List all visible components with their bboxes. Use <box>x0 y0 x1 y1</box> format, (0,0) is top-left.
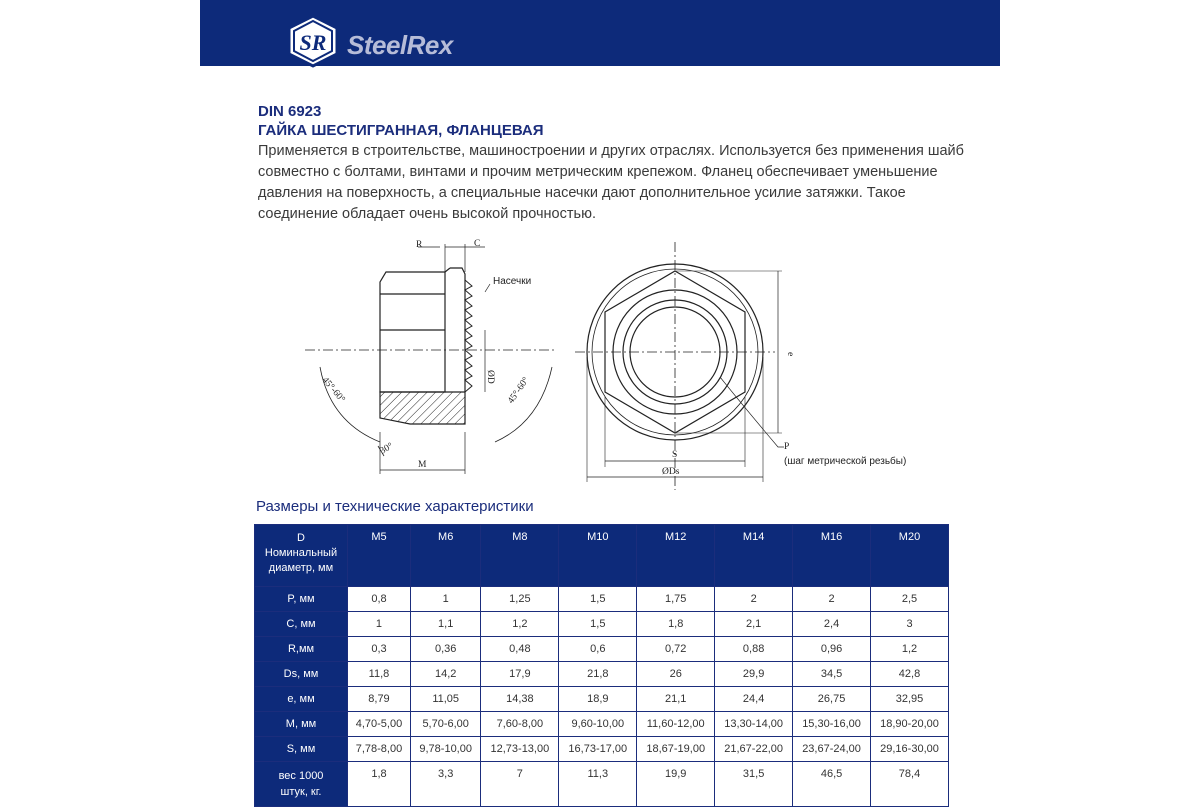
table-cell: 21,67-22,00 <box>715 737 793 762</box>
logo-emblem-text: SR <box>299 30 327 55</box>
label-s: S <box>672 450 678 460</box>
row-label: R,мм <box>255 637 348 662</box>
specs-table <box>254 524 949 807</box>
table-cell: 21,1 <box>637 687 715 712</box>
table-cell: 0,48 <box>481 637 559 662</box>
table-cell: 46,5 <box>793 762 871 807</box>
table-cell: 0,6 <box>559 637 637 662</box>
table-cell: 7 <box>481 762 559 807</box>
table-cell: 18,90-20,00 <box>871 712 949 737</box>
table-cell: 14,2 <box>410 662 480 687</box>
table-cell: 1,1 <box>410 612 480 637</box>
table-row <box>255 737 949 762</box>
header-size: M16 <box>793 525 871 587</box>
table-cell: 3,3 <box>410 762 480 807</box>
table-cell: 9,78-10,00 <box>410 737 480 762</box>
table-row <box>255 712 949 737</box>
table-cell: 0,96 <box>793 637 871 662</box>
table-cell: 13,30-14,00 <box>715 712 793 737</box>
table-body <box>255 587 949 807</box>
table-cell: 26 <box>637 662 715 687</box>
table-cell: 1,5 <box>559 587 637 612</box>
row-label: P, мм <box>255 587 348 612</box>
header-size: M20 <box>871 525 949 587</box>
table-cell: 1,25 <box>481 587 559 612</box>
front-view <box>575 242 784 490</box>
table-cell: 2,5 <box>871 587 949 612</box>
label-angle-left: 45°-60° <box>319 375 347 405</box>
header-size: M14 <box>715 525 793 587</box>
table-row <box>255 687 949 712</box>
technical-drawing <box>290 232 950 492</box>
header-size: M6 <box>410 525 480 587</box>
label-p-note: (шаг метрической резьбы) <box>784 456 907 467</box>
table-cell: 2,4 <box>793 612 871 637</box>
table-cell: 34,5 <box>793 662 871 687</box>
table-cell: 8,79 <box>348 687 411 712</box>
table-cell: 5,70-6,00 <box>410 712 480 737</box>
row-label: C, мм <box>255 612 348 637</box>
header-size: M10 <box>559 525 637 587</box>
table-cell: 1,2 <box>481 612 559 637</box>
table-cell: 2,1 <box>715 612 793 637</box>
label-angle-right: 45°-60° <box>506 375 532 406</box>
table-cell: 0,3 <box>348 637 411 662</box>
table-cell: 1,8 <box>637 612 715 637</box>
table-cell: 29,9 <box>715 662 793 687</box>
table-cell: 0,8 <box>348 587 411 612</box>
table-cell: 29,16-30,00 <box>871 737 949 762</box>
table-cell: 15,30-16,00 <box>793 712 871 737</box>
label-d: ØD <box>485 370 495 384</box>
table-cell: 7,78-8,00 <box>348 737 411 762</box>
row-label: Ds, мм <box>255 662 348 687</box>
row-label: S, мм <box>255 737 348 762</box>
table-cell: 2 <box>793 587 871 612</box>
table-cell: 1 <box>410 587 480 612</box>
table-cell: 17,9 <box>481 662 559 687</box>
table-cell: 18,67-19,00 <box>637 737 715 762</box>
table-cell: 23,67-24,00 <box>793 737 871 762</box>
label-m: M <box>418 460 427 470</box>
table-cell: 32,95 <box>871 687 949 712</box>
table-cell: 1,5 <box>559 612 637 637</box>
table-cell: 1,8 <box>348 762 411 807</box>
row-label: e, мм <box>255 687 348 712</box>
table-cell: 2 <box>715 587 793 612</box>
label-c: C <box>474 239 481 249</box>
label-p: P <box>784 442 790 452</box>
table-row <box>255 662 949 687</box>
header-size: M8 <box>481 525 559 587</box>
table-cell: 14,38 <box>481 687 559 712</box>
brand-name: SteelRex <box>347 30 453 60</box>
table-row <box>255 587 949 612</box>
table-cell: 11,3 <box>559 762 637 807</box>
row-label: вес 1000 штук, кг. <box>255 762 348 807</box>
table-cell: 42,8 <box>871 662 949 687</box>
table-cell: 31,5 <box>715 762 793 807</box>
row-label: M, мм <box>255 712 348 737</box>
header-size: M12 <box>637 525 715 587</box>
standard-code: DIN 6923 <box>258 103 322 120</box>
table-row <box>255 612 949 637</box>
table-row <box>255 637 949 662</box>
table-cell: 18,9 <box>559 687 637 712</box>
table-cell: 11,8 <box>348 662 411 687</box>
table-cell: 26,75 <box>793 687 871 712</box>
table-cell: 7,60-8,00 <box>481 712 559 737</box>
table-cell: 11,60-12,00 <box>637 712 715 737</box>
header-nominal-diameter: D Номинальный диаметр, мм <box>255 525 348 587</box>
table-cell: 0,36 <box>410 637 480 662</box>
table-cell: 24,4 <box>715 687 793 712</box>
table-cell: 12,73-13,00 <box>481 737 559 762</box>
table-cell: 21,8 <box>559 662 637 687</box>
table-cell: 16,73-17,00 <box>559 737 637 762</box>
table-cell: 0,88 <box>715 637 793 662</box>
table-cell: 4,70-5,00 <box>348 712 411 737</box>
label-notches: Насечки <box>493 276 532 287</box>
product-description: Применяется в строительстве, машиностроении и других отраслях. Используется без применения шайб совместно с болтами, винтами и прочим метрическим крепежом. Фланец обеспечивает уменьшение давления на поверхность, а специальные насечки дают дополнительное усилие затяжки. Такое соединение обладает очень высокой прочностью. <box>258 143 964 222</box>
label-e: e <box>785 352 795 357</box>
label-30: 30° <box>378 441 396 457</box>
section-title: Размеры и технические характеристики <box>256 498 534 515</box>
header-size: M5 <box>348 525 411 587</box>
table-cell: 19,9 <box>637 762 715 807</box>
label-r: R <box>416 240 423 250</box>
product-title: ГАЙКА ШЕСТИГРАННАЯ, ФЛАНЦЕВАЯ <box>258 122 544 139</box>
label-ds: ØDs <box>662 467 680 477</box>
table-header-row <box>255 525 949 587</box>
table-cell: 0,72 <box>637 637 715 662</box>
table-cell: 11,05 <box>410 687 480 712</box>
table-cell: 1 <box>348 612 411 637</box>
table-cell: 1,2 <box>871 637 949 662</box>
table-cell: 78,4 <box>871 762 949 807</box>
table-cell: 1,75 <box>637 587 715 612</box>
table-cell: 9,60-10,00 <box>559 712 637 737</box>
table-cell: 3 <box>871 612 949 637</box>
